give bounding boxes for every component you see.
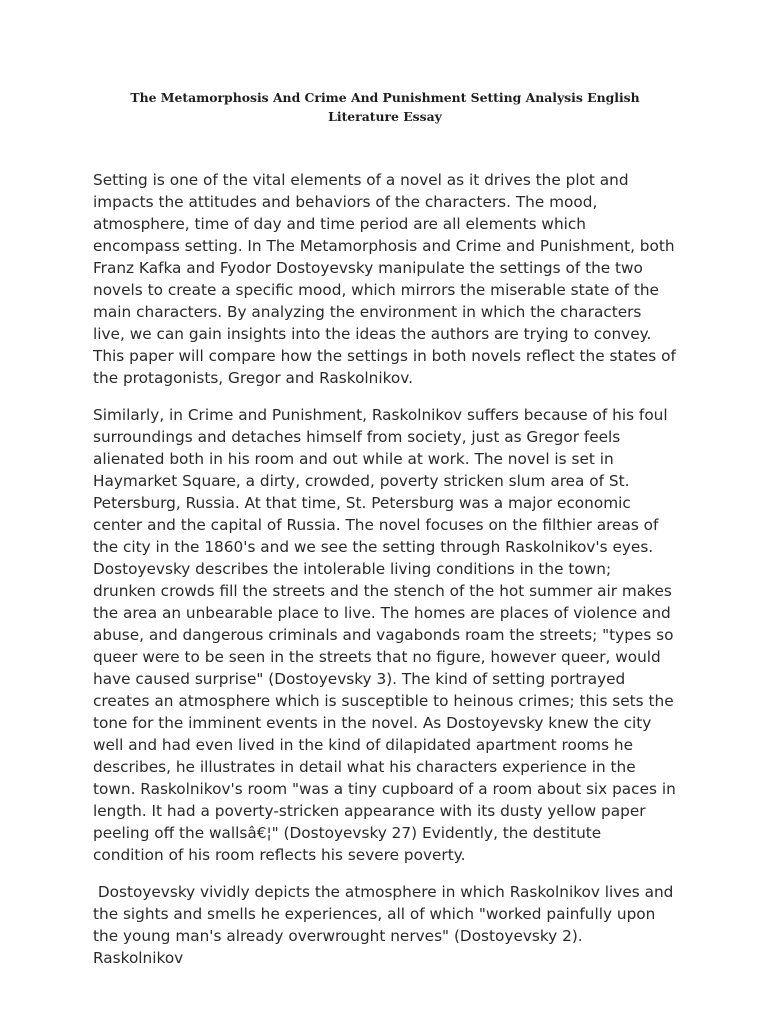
paragraph-3: Dostoyevsky vividly depicts the atmosphere in which Raskolnikov lives and the sights and smells he experiences, all of which "worked painfully upon the young man's already overwrought nerves" (Dostoyevsky 2). Raskolnikov: [93, 883, 679, 967]
paragraph-1: Setting is one of the vital elements of a novel as it drives the plot and impacts the attitudes and behaviors of the characters. The mood, atmosphere, time of day and time period are all elements which encompass setting. In The Metamorphosis and Crime and Punishment, both Franz Kafka and Fyodor Dostoyevsky manipulate the settings of the two novels to create a specific mood, which mirrors the miserable state of the main characters. By analyzing the environment in which the characters live, we can gain insights into the ideas the authors are trying to convey. This paper will compare how the settings in both novels reflect the states of the protagonists, Gregor and Raskolnikov.: [93, 171, 676, 387]
paragraph-2: Similarly, in Crime and Punishment, Raskolnikov suffers because of his foul surroundings and detaches himself from society, just as Gregor feels alienated both in his room and out while at work. The novel is set in Haymarket Square, a dirty, crowded, poverty stricken slum area of St. Petersburg, Russia. At that time, St. Petersburg was a major economic center and the capital of Russia. The novel focuses on the filthier areas of the city in the 1860's and we see the setting through Raskolnikov's eyes. Dostoyevsky describes the intolerable living conditions in the town; drunken crowds fill the streets and the stench of the hot summer air makes the area an unbearable place to live. The homes are places of violence and abuse, and dangerous criminals and vagabonds roam the streets; "types so queer were to be seen in the streets that no figure, however queer, would have caused surprise" (Dostoyevsky 3). The kind of setting portrayed creates an atmosphere which is susceptible to heinous crimes; this sets the tone for the imminent events in the novel. As Dostoyevsky knew the city well and had even lived in the kind of dilapidated apartment rooms he describes, he illustrates in detail what his characters experience in the town. Raskolnikov's room "was a tiny cupboard of a room about six paces in length. It had a poverty-stricken appearance with its dusty yellow paper peeling off the wallsâ€¦" (Dostoyevsky 27) Evidently, the destitute condition of his room reflects his severe poverty.: [93, 406, 676, 864]
essay-body: [93, 169, 679, 984]
essay-title: The Metamorphosis And Crime And Punishment Setting Analysis English Literature Essay: [130, 90, 640, 124]
